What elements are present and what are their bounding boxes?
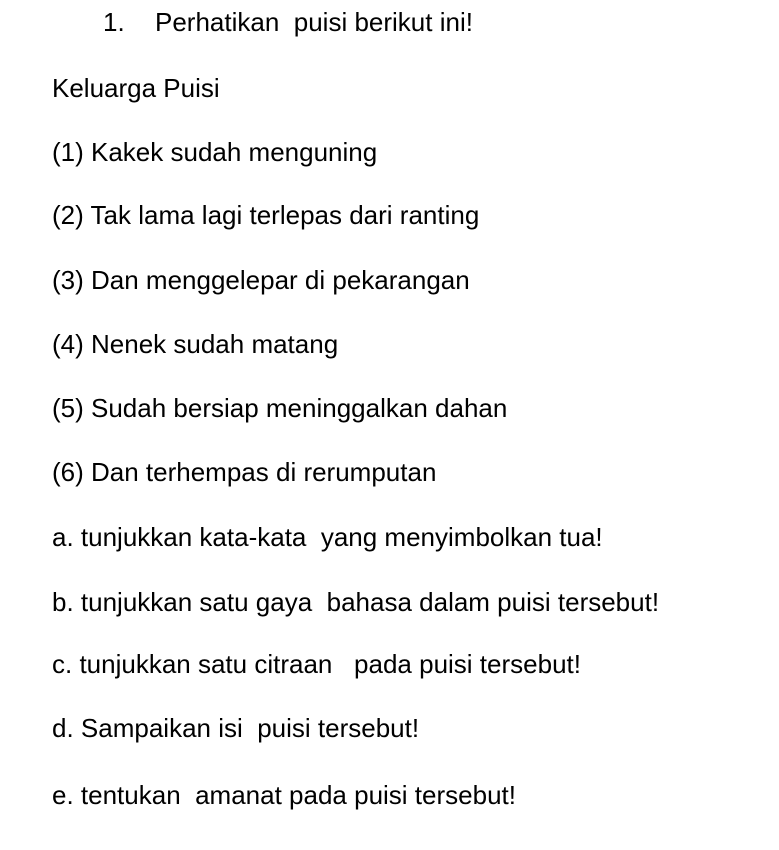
task-item: d. Sampaikan isi puisi tersebut! bbox=[52, 713, 420, 743]
poem-line: (5) Sudah bersiap meninggalkan dahan bbox=[52, 393, 508, 423]
poem-line: (2) Tak lama lagi terlepas dari ranting bbox=[52, 200, 480, 230]
poem-line: (4) Nenek sudah matang bbox=[52, 329, 339, 359]
poem-line: (6) Dan terhempas di rerumputan bbox=[52, 457, 437, 487]
task-item: c. tunjukkan satu citraan pada puisi tersebut! bbox=[52, 649, 581, 679]
task-item: a. tunjukkan kata-kata yang menyimbolkan tua! bbox=[52, 522, 603, 552]
question-number: 1. bbox=[103, 7, 125, 37]
question-instruction: Perhatikan puisi berikut ini! bbox=[155, 7, 473, 37]
task-item: e. tentukan amanat pada puisi tersebut! bbox=[52, 780, 516, 810]
poem-title: Keluarga Puisi bbox=[52, 73, 220, 103]
poem-line: (3) Dan menggelepar di pekarangan bbox=[52, 265, 470, 295]
task-item: b. tunjukkan satu gaya bahasa dalam puisi tersebut! bbox=[52, 587, 660, 617]
poem-line: (1) Kakek sudah menguning bbox=[52, 137, 378, 167]
